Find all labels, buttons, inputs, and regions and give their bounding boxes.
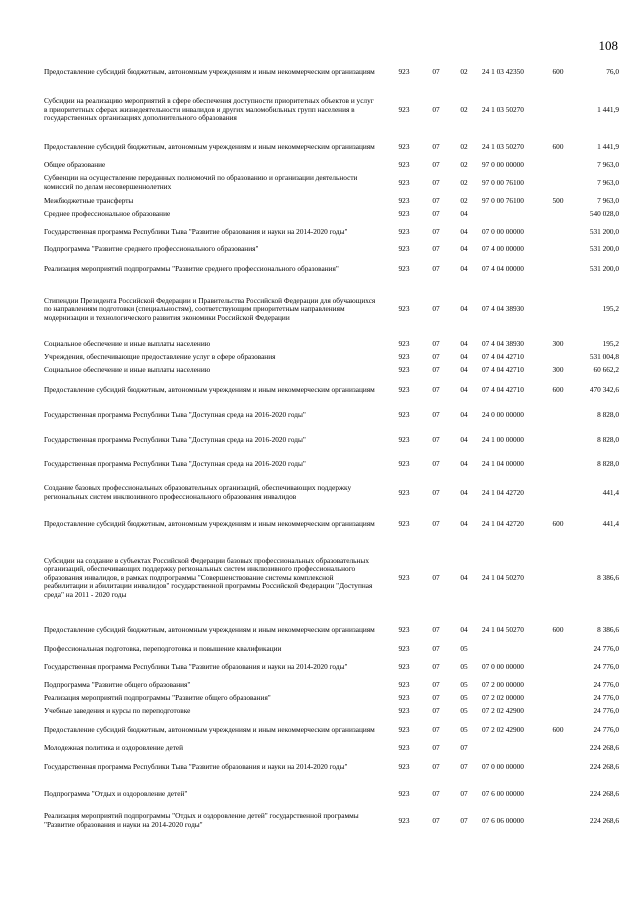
expense-type-code	[546, 755, 570, 779]
subsection-code: 05	[460, 693, 468, 703]
amount: 531 004,8	[589, 352, 619, 362]
ministry-code: 923	[398, 244, 410, 254]
row-name: Общее образование	[44, 159, 106, 169]
ministry-code: 923	[398, 434, 410, 444]
row-name: Предоставление субсидий бюджетным, автономным учреждениям и иным некоммерческим организациям	[44, 66, 375, 76]
table-body	[44, 60, 619, 833]
ministry-code: 923	[398, 104, 410, 114]
target-article-code: 07 4 04 42710	[482, 384, 524, 394]
table-row	[44, 742, 619, 755]
table-row	[44, 364, 619, 377]
section-code: 07	[432, 624, 440, 634]
table-row	[44, 208, 619, 221]
ministry-code: 923	[398, 724, 410, 734]
subsection-code: 04	[460, 434, 468, 444]
section-code: 07	[432, 244, 440, 254]
section-code: 07	[432, 177, 440, 187]
target-article-code: 24 1 03 50270	[482, 104, 524, 114]
ministry-code: 923	[398, 141, 410, 151]
table-row	[44, 705, 619, 718]
ministry-code: 923	[398, 226, 410, 236]
target-article-code: 07 2 02 42900	[482, 706, 524, 716]
expense-type-code	[546, 452, 570, 476]
row-name: Подпрограмма "Отдых и оздоровление детей"	[44, 788, 188, 798]
row-name: Субсидии на создание в субъектах Российской Федерации базовых профессиональных образовательных организаций, обеспечивающих поддержку региональных систем инклюзивного профессионального образования инвалидов, в рамках подпрограммы "Совершенствование системы комплексной реабилитации и абилитации инвалидов" государственной программы Российской Федерации "Доступная среда" на 2011 - 2020 годы	[44, 555, 373, 599]
table-row	[44, 656, 619, 678]
amount: 8 386,6	[597, 624, 619, 634]
amount: 441,4	[602, 487, 619, 497]
section-code: 07	[432, 487, 440, 497]
amount: 24 776,0	[593, 661, 619, 671]
amount: 8 386,6	[597, 572, 619, 582]
amount: 531 200,0	[589, 244, 619, 254]
expense-type-code	[546, 243, 570, 256]
row-name: Государственная программа Республики Тыва "Развитие образования и науки на 2014-2020 годы"	[44, 761, 348, 771]
row-name: Реализация мероприятий подпрограммы "Отдых и оздоровление детей" государственной программы "Развитие образования и науки на 2014-2020 годы"	[44, 811, 359, 829]
row-name: Учебные заведения и курсы по переподготовке	[44, 706, 191, 716]
ministry-code: 923	[398, 338, 410, 348]
row-name: Субсидии на реализацию мероприятий в сфере обеспечения доступности приоритетных объектов и услуг в приоритетных сферах жизнедеятельности инвалидов и других маломобильных групп населения в государственных организациях дополнительного образования	[44, 96, 374, 123]
row-name: Государственная программа Республики Тыва "Доступная среда на 2016-2020 годы"	[44, 410, 306, 420]
target-article-code: 07 4 04 42710	[482, 365, 524, 375]
section-code: 07	[432, 304, 440, 314]
ministry-code: 923	[398, 410, 410, 420]
ministry-code: 923	[398, 304, 410, 314]
target-article-code: 07 4 04 42710	[482, 352, 524, 362]
table-row	[44, 510, 619, 538]
table-row	[44, 428, 619, 452]
row-name: Реализация мероприятий подпрограммы "Развитие общего образования"	[44, 693, 271, 703]
expense-type-code	[546, 351, 570, 364]
section-code: 07	[432, 226, 440, 236]
subsection-code: 04	[460, 410, 468, 420]
table-row	[44, 221, 619, 243]
table-row	[44, 256, 619, 282]
expense-type-code	[546, 705, 570, 718]
table-row	[44, 538, 619, 618]
target-article-code: 07 4 04 00000	[482, 263, 524, 273]
target-article-code: 07 4 04 38930	[482, 304, 524, 314]
expense-type-code	[546, 403, 570, 428]
subsection-code: 04	[460, 263, 468, 273]
row-name: Предоставление субсидий бюджетным, автономным учреждениям и иным некоммерческим организациям	[44, 384, 375, 394]
ministry-code: 923	[398, 159, 410, 169]
expense-type-code	[546, 428, 570, 452]
table-row	[44, 377, 619, 403]
ministry-code: 923	[398, 693, 410, 703]
subsection-code: 04	[460, 244, 468, 254]
expense-type-code: 300	[552, 338, 564, 348]
amount: 24 776,0	[593, 724, 619, 734]
subsection-code: 02	[460, 159, 468, 169]
expense-type-code	[546, 642, 570, 656]
subsection-code: 05	[460, 706, 468, 716]
row-name: Реализация мероприятий подпрограммы "Развитие среднего профессионального образования"	[44, 263, 339, 273]
table-row	[44, 718, 619, 742]
amount: 1 441,9	[597, 141, 619, 151]
expense-type-code	[546, 678, 570, 692]
target-article-code: 24 0 00 00000	[482, 410, 524, 420]
section-code: 07	[432, 693, 440, 703]
row-name: Государственная программа Республики Тыва "Развитие образования и науки на 2014-2020 годы"	[44, 226, 348, 236]
ministry-code: 923	[398, 487, 410, 497]
subsection-code: 05	[460, 661, 468, 671]
subsection-code: 04	[460, 624, 468, 634]
target-article-code: 07 0 00 00000	[482, 661, 524, 671]
amount: 76,0	[606, 66, 619, 76]
ministry-code: 923	[398, 743, 410, 753]
target-article-code: 07 0 00 00000	[482, 761, 524, 771]
row-name: Предоставление субсидий бюджетным, автономным учреждениям и иным некоммерческим организациям	[44, 724, 375, 734]
target-article-code: 97 0 00 76100	[482, 195, 524, 205]
ministry-code: 923	[398, 352, 410, 362]
subsection-code: 04	[460, 304, 468, 314]
subsection-code: 02	[460, 141, 468, 151]
table-row	[44, 84, 619, 136]
target-article-code: 24 1 03 50270	[482, 141, 524, 151]
expense-type-code	[546, 158, 570, 172]
expense-type-code: 600	[552, 518, 564, 528]
target-article-code: 07 0 00 00000	[482, 226, 524, 236]
section-code: 07	[432, 365, 440, 375]
target-article-code: 24 1 04 00000	[482, 458, 524, 468]
section-code: 07	[432, 410, 440, 420]
table-row	[44, 642, 619, 656]
target-article-code: 24 1 04 42720	[482, 518, 524, 528]
amount: 8 828,0	[597, 458, 619, 468]
table-row	[44, 337, 619, 351]
amount: 7 963,0	[597, 177, 619, 187]
subsection-code: 04	[460, 572, 468, 582]
row-name: Государственная программа Республики Тыва "Доступная среда на 2016-2020 годы"	[44, 458, 306, 468]
row-name: Государственная программа Республики Тыва "Доступная среда на 2016-2020 годы"	[44, 434, 306, 444]
budget-table	[44, 60, 619, 833]
section-code: 07	[432, 761, 440, 771]
expense-type-code	[546, 779, 570, 809]
table-row	[44, 351, 619, 364]
ministry-code: 923	[398, 661, 410, 671]
target-article-code: 97 0 00 00000	[482, 159, 524, 169]
subsection-code: 05	[460, 679, 468, 689]
section-code: 07	[432, 104, 440, 114]
subsection-code: 04	[460, 209, 468, 219]
section-code: 07	[432, 724, 440, 734]
table-row	[44, 476, 619, 510]
row-name: Субвенции на осуществление переданных полномочий по образованию и организации деятельности комиссий по делам несовершеннолетних	[44, 173, 358, 191]
section-code: 07	[432, 352, 440, 362]
section-code: 07	[432, 706, 440, 716]
expense-type-code	[546, 84, 570, 136]
expense-type-code	[546, 809, 570, 833]
target-article-code: 07 6 00 00000	[482, 788, 524, 798]
row-name: Подпрограмма "Развитие общего образования"	[44, 679, 191, 689]
amount: 195,2	[602, 304, 619, 314]
row-name: Среднее профессиональное образование	[44, 209, 171, 219]
row-name: Стипендии Президента Российской Федерации и Правительства Российской Федерации для обучающихся по направлениям подготовки (специальностям), соответствующим приоритетным направлениям модернизации и технологического развития экономики Российской Федерации	[44, 295, 376, 322]
section-code: 07	[432, 572, 440, 582]
subsection-code: 04	[460, 518, 468, 528]
table-row	[44, 136, 619, 158]
section-code: 07	[432, 815, 440, 825]
target-article-code	[478, 642, 546, 656]
section-code: 07	[432, 679, 440, 689]
section-code: 07	[432, 434, 440, 444]
ministry-code: 923	[398, 458, 410, 468]
row-name: Создание базовых профессиональных образовательных организаций, обеспечивающих поддержку региональных систем инклюзивного профессионального образования инвалидов	[44, 483, 352, 501]
amount: 8 828,0	[597, 410, 619, 420]
row-name: Предоставление субсидий бюджетным, автономным учреждениям и иным некоммерческим организациям	[44, 518, 375, 528]
subsection-code: 05	[460, 643, 468, 653]
amount: 531 200,0	[589, 263, 619, 273]
row-name: Социальное обеспечение и иные выплаты населению	[44, 338, 211, 348]
expense-type-code: 600	[552, 384, 564, 394]
ministry-code: 923	[398, 815, 410, 825]
table-row	[44, 779, 619, 809]
row-name: Социальное обеспечение и иные выплаты населению	[44, 365, 211, 375]
section-code: 07	[432, 384, 440, 394]
amount: 24 776,0	[593, 679, 619, 689]
ministry-code: 923	[398, 706, 410, 716]
amount: 224 268,6	[589, 761, 619, 771]
subsection-code: 07	[460, 743, 468, 753]
table-row	[44, 60, 619, 84]
row-name: Предоставление субсидий бюджетным, автономным учреждениям и иным некоммерческим организациям	[44, 624, 375, 634]
target-article-code: 24 1 04 50270	[482, 572, 524, 582]
table-row	[44, 452, 619, 476]
target-article-code: 07 2 02 00000	[482, 693, 524, 703]
table-row	[44, 282, 619, 337]
section-code: 07	[432, 643, 440, 653]
amount: 7 963,0	[597, 195, 619, 205]
table-row	[44, 194, 619, 208]
ministry-code: 923	[398, 788, 410, 798]
amount: 224 268,6	[589, 743, 619, 753]
ministry-code: 923	[398, 365, 410, 375]
expense-type-code	[546, 256, 570, 282]
expense-type-code: 600	[552, 724, 564, 734]
amount: 24 776,0	[593, 693, 619, 703]
subsection-code: 07	[460, 788, 468, 798]
section-code: 07	[432, 141, 440, 151]
expense-type-code	[546, 692, 570, 705]
subsection-code: 04	[460, 226, 468, 236]
subsection-code: 02	[460, 177, 468, 187]
expense-type-code	[546, 208, 570, 221]
table-row	[44, 809, 619, 833]
amount: 1 441,9	[597, 104, 619, 114]
target-article-code: 07 6 06 00000	[482, 815, 524, 825]
expense-type-code: 500	[552, 195, 564, 205]
target-article-code: 07 4 04 38930	[482, 338, 524, 348]
section-code: 07	[432, 518, 440, 528]
table-row	[44, 678, 619, 692]
expense-type-code: 600	[552, 66, 564, 76]
subsection-code: 02	[460, 195, 468, 205]
expense-type-code: 600	[552, 624, 564, 634]
ministry-code: 923	[398, 643, 410, 653]
target-article-code: 24 1 03 42350	[482, 66, 524, 76]
expense-type-code	[546, 742, 570, 755]
section-code: 07	[432, 159, 440, 169]
target-article-code	[478, 742, 546, 755]
section-code: 07	[432, 338, 440, 348]
amount: 7 963,0	[597, 159, 619, 169]
ministry-code: 923	[398, 66, 410, 76]
ministry-code: 923	[398, 679, 410, 689]
ministry-code: 923	[398, 572, 410, 582]
expense-type-code	[546, 282, 570, 337]
expense-type-code: 300	[552, 365, 564, 375]
section-code: 07	[432, 743, 440, 753]
amount: 224 268,6	[589, 788, 619, 798]
table-row	[44, 755, 619, 779]
ministry-code: 923	[398, 195, 410, 205]
amount: 531 200,0	[589, 226, 619, 236]
table-row	[44, 243, 619, 256]
amount: 441,4	[602, 518, 619, 528]
row-name: Учреждения, обеспечивающие предоставление услуг в сфере образования	[44, 352, 276, 362]
amount: 24 776,0	[593, 706, 619, 716]
section-code: 07	[432, 788, 440, 798]
ministry-code: 923	[398, 177, 410, 187]
ministry-code: 923	[398, 518, 410, 528]
table-row	[44, 618, 619, 642]
expense-type-code	[546, 538, 570, 618]
expense-type-code	[546, 476, 570, 510]
subsection-code: 04	[460, 487, 468, 497]
subsection-code: 04	[460, 338, 468, 348]
subsection-code: 07	[460, 761, 468, 771]
table-row	[44, 158, 619, 172]
amount: 24 776,0	[593, 643, 619, 653]
row-name: Государственная программа Республики Тыва "Развитие образования и науки на 2014-2020 годы"	[44, 661, 348, 671]
row-name: Межбюджетные трансферты	[44, 195, 134, 205]
ministry-code: 923	[398, 384, 410, 394]
target-article-code: 24 1 04 42720	[482, 487, 524, 497]
subsection-code: 04	[460, 352, 468, 362]
amount: 195,2	[602, 338, 619, 348]
section-code: 07	[432, 195, 440, 205]
amount: 8 828,0	[597, 434, 619, 444]
subsection-code: 04	[460, 365, 468, 375]
ministry-code: 923	[398, 263, 410, 273]
section-code: 07	[432, 263, 440, 273]
row-name: Профессиональная подготовка, переподготовка и повышение квалификации	[44, 643, 282, 653]
target-article-code	[478, 208, 546, 221]
ministry-code: 923	[398, 761, 410, 771]
ministry-code: 923	[398, 624, 410, 634]
page-number: 108	[598, 38, 618, 53]
section-code: 07	[432, 66, 440, 76]
table-row	[44, 692, 619, 705]
section-code: 07	[432, 209, 440, 219]
table-row	[44, 403, 619, 428]
table-row	[44, 172, 619, 194]
amount: 60 662,2	[593, 365, 619, 375]
target-article-code: 07 2 00 00000	[482, 679, 524, 689]
expense-type-code	[546, 656, 570, 678]
target-article-code: 07 4 00 00000	[482, 244, 524, 254]
subsection-code: 02	[460, 104, 468, 114]
target-article-code: 24 1 04 50270	[482, 624, 524, 634]
subsection-code: 04	[460, 384, 468, 394]
target-article-code: 24 1 00 00000	[482, 434, 524, 444]
section-code: 07	[432, 458, 440, 468]
ministry-code: 923	[398, 209, 410, 219]
section-code: 07	[432, 661, 440, 671]
subsection-code: 05	[460, 724, 468, 734]
target-article-code: 07 2 02 42900	[482, 724, 524, 734]
row-name: Молодежная политика и оздоровление детей	[44, 743, 184, 753]
expense-type-code	[546, 221, 570, 243]
expense-type-code: 600	[552, 141, 564, 151]
subsection-code: 04	[460, 458, 468, 468]
row-name: Подпрограмма "Развитие среднего профессионального образования"	[44, 244, 259, 254]
amount: 540 028,0	[589, 209, 619, 219]
target-article-code: 97 0 00 76100	[482, 177, 524, 187]
subsection-code: 07	[460, 815, 468, 825]
amount: 470 342,6	[589, 384, 619, 394]
subsection-code: 02	[460, 66, 468, 76]
row-name: Предоставление субсидий бюджетным, автономным учреждениям и иным некоммерческим организациям	[44, 141, 375, 151]
expense-type-code	[546, 172, 570, 194]
amount: 224 268,6	[589, 815, 619, 825]
